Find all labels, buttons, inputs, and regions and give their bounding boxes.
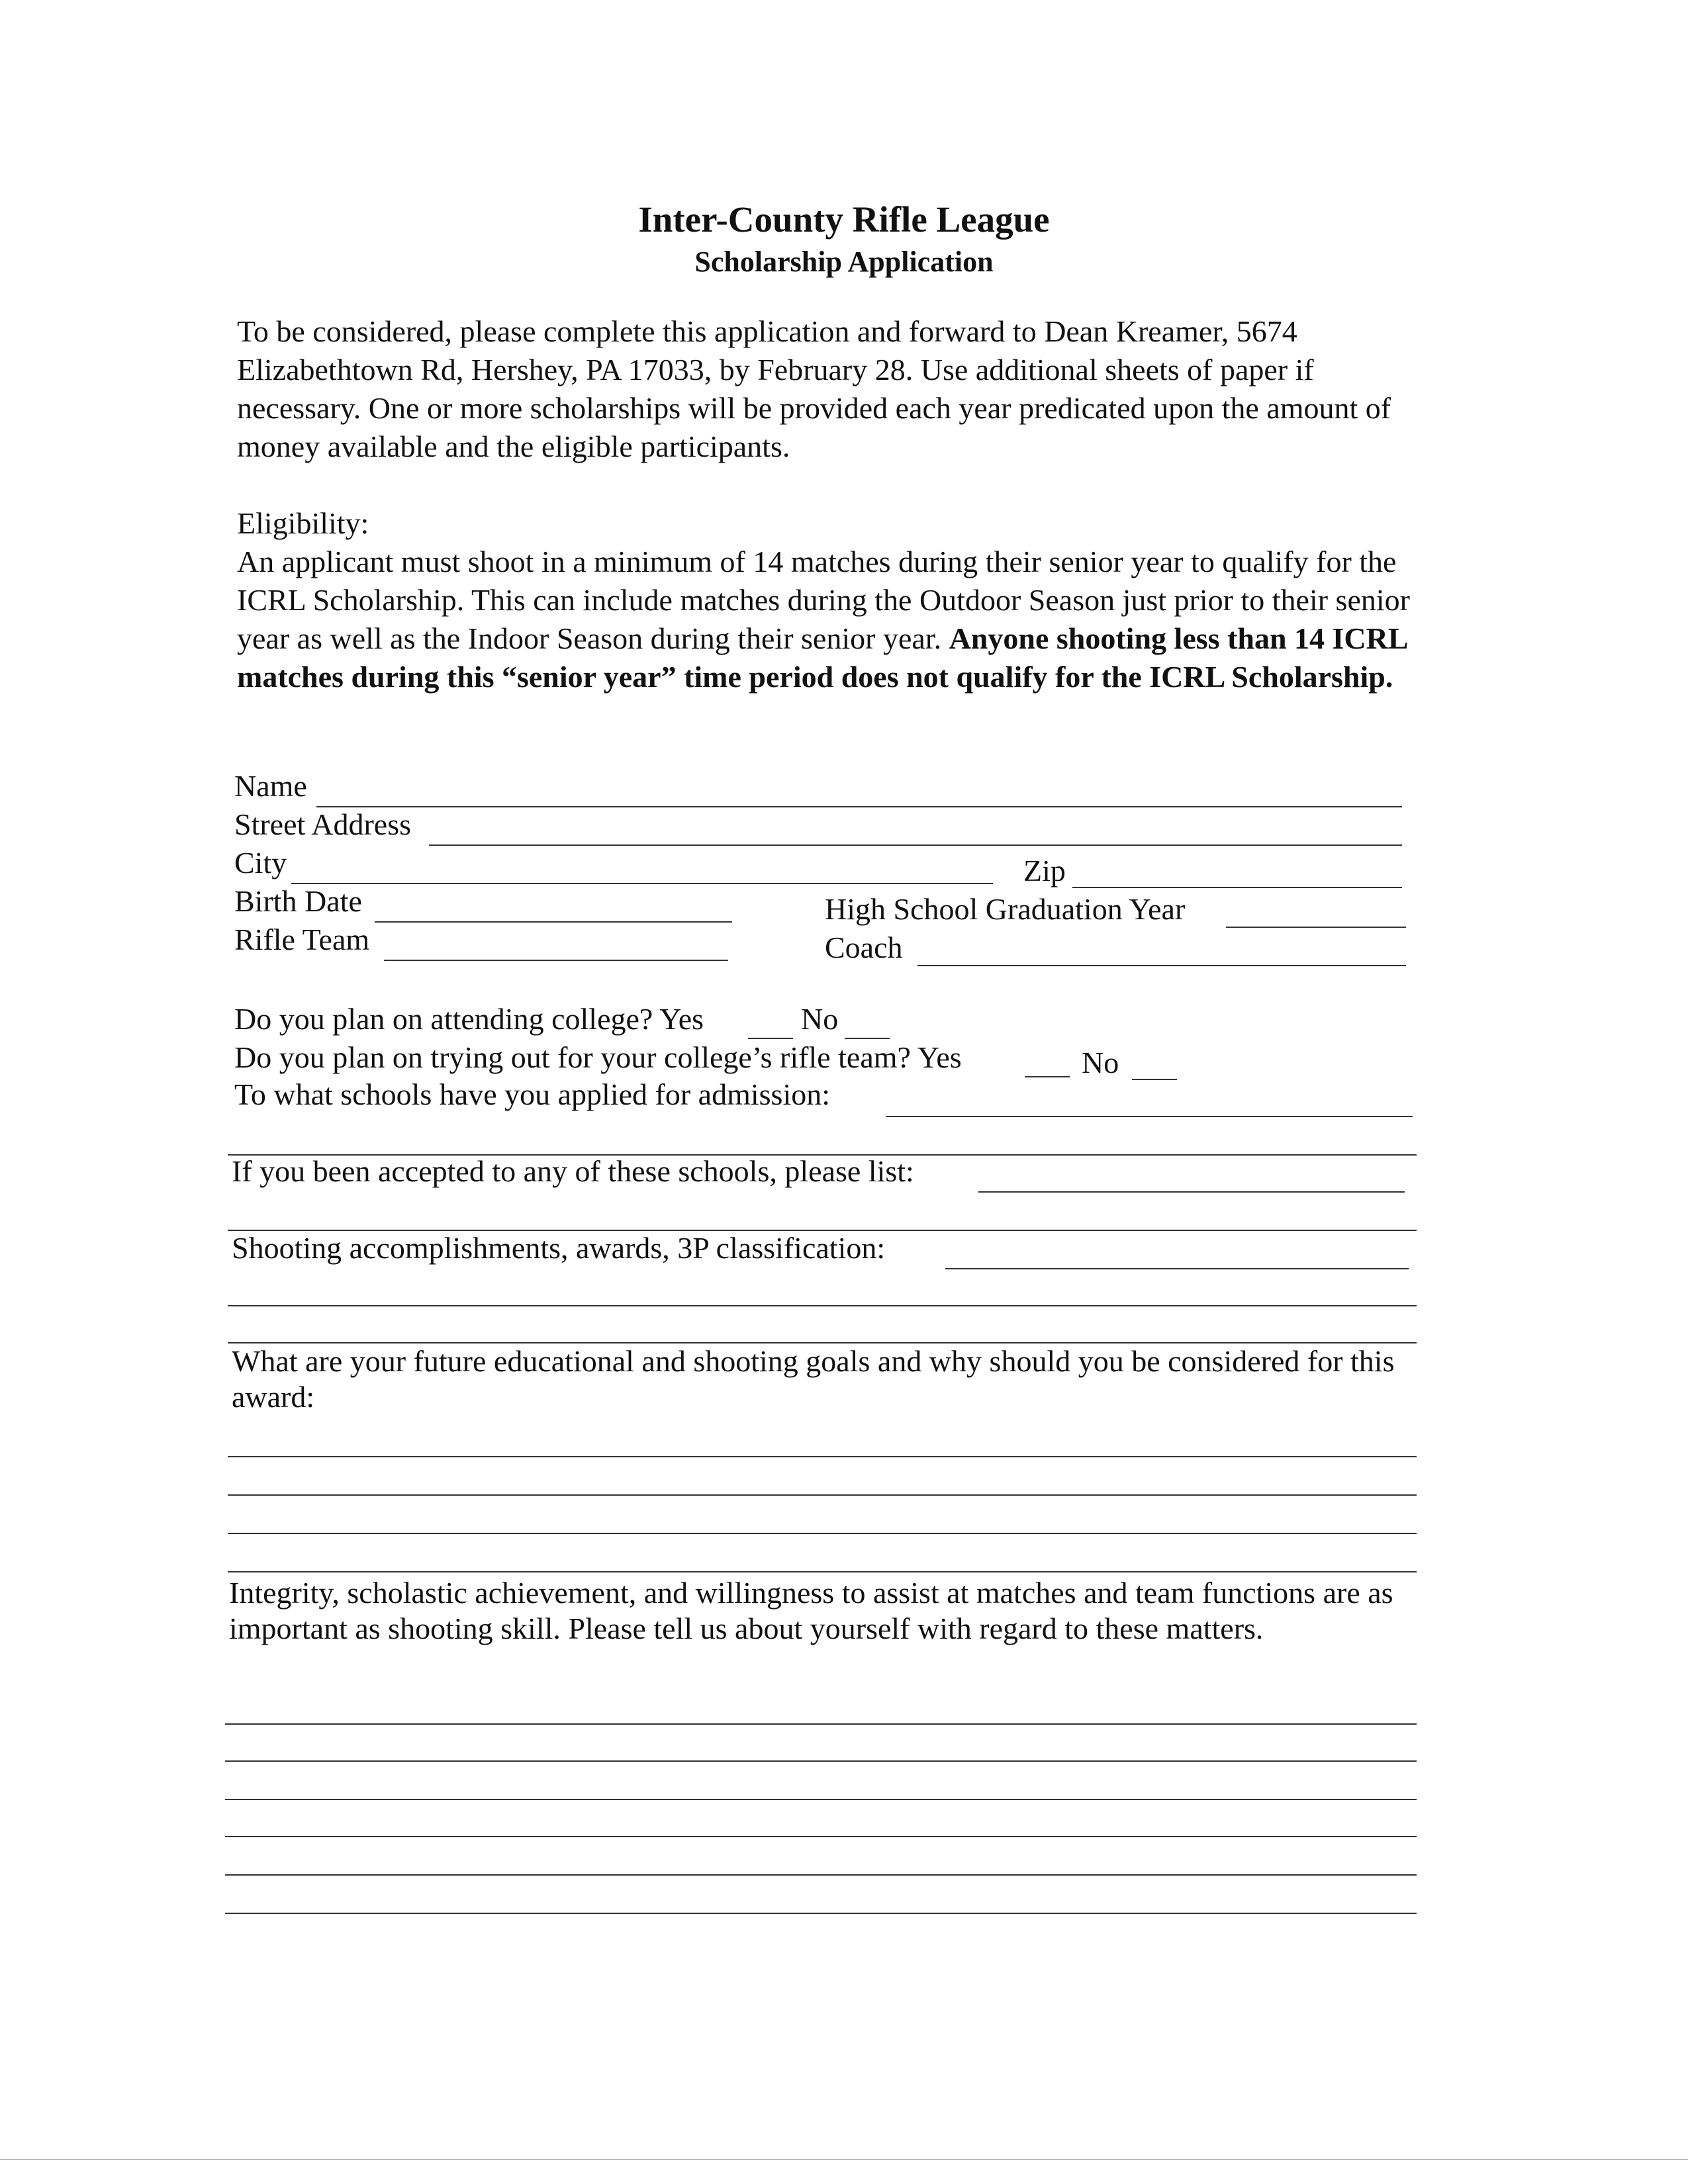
schools-accepted-field[interactable] bbox=[978, 1191, 1405, 1193]
accomplishments-line-1[interactable] bbox=[228, 1305, 1417, 1306]
rifle-team-question: Do you plan on trying out for your college’s rifle team? Yes bbox=[234, 1040, 962, 1074]
zip-label: Zip bbox=[1023, 854, 1066, 887]
street-address-label: Street Address bbox=[234, 807, 412, 841]
rifle-team-label: Rifle Team bbox=[234, 923, 370, 956]
goals-line-1[interactable] bbox=[228, 1456, 1417, 1457]
page-subtitle: Scholarship Application bbox=[694, 246, 994, 278]
accomplishments-question: Shooting accomplishments, awards, 3P classification: bbox=[232, 1231, 886, 1265]
integrity-line-4[interactable] bbox=[225, 1836, 1417, 1837]
zip-field[interactable] bbox=[1072, 887, 1402, 888]
eligibility-text: An applicant must shoot in a minimum of 14 matches during their senior year to qualify for the ICRL Scholarship. This can include matches during the Outdoor Season just prior to their senior year as well as the Indoor Season during their senior year. bbox=[237, 545, 1410, 655]
college-question: Do you plan on attending college? Yes bbox=[234, 1002, 704, 1036]
page-title: Inter-County Rifle League bbox=[638, 199, 1050, 240]
integrity-question: Integrity, scholastic achievement, and willingness to assist at matches and team functions are as important as shooting skill. Please tell us about yourself with regard to these matters. bbox=[229, 1576, 1393, 1645]
goals-line-4[interactable] bbox=[228, 1571, 1417, 1572]
college-no-label: No bbox=[801, 1002, 839, 1036]
name-field[interactable] bbox=[316, 806, 1402, 807]
graduation-year-label: High School Graduation Year bbox=[825, 892, 1186, 926]
rifle-team-field[interactable] bbox=[384, 960, 728, 961]
graduation-year-field[interactable] bbox=[1226, 927, 1406, 928]
goals-line-3[interactable] bbox=[228, 1533, 1417, 1534]
coach-label: Coach bbox=[825, 931, 903, 964]
accomplishments-field[interactable] bbox=[945, 1268, 1409, 1269]
intro-paragraph: To be considered, please complete this application and forward to Dean Kreamer, 5674 Elizabethtown Rd, Hershey, PA 17033, by February 28. Use additional sheets of paper if necessary. One or more scholarships will be provided each year predicated upon the amount of money available and the eligible participants. bbox=[237, 314, 1391, 463]
city-field[interactable] bbox=[291, 883, 993, 884]
rifle-team-no-field[interactable] bbox=[1132, 1079, 1177, 1080]
street-address-field[interactable] bbox=[429, 844, 1402, 846]
integrity-line-3[interactable] bbox=[225, 1799, 1417, 1800]
name-label: Name bbox=[234, 769, 307, 803]
schools-accepted-question: If you been accepted to any of these schools, please list: bbox=[232, 1154, 914, 1188]
integrity-line-1[interactable] bbox=[225, 1723, 1417, 1725]
goals-line-2[interactable] bbox=[228, 1494, 1417, 1496]
rifle-team-no-label: No bbox=[1082, 1046, 1119, 1079]
eligibility-heading: Eligibility: bbox=[237, 506, 369, 540]
integrity-line-6[interactable] bbox=[225, 1913, 1417, 1914]
city-label: City bbox=[234, 846, 287, 880]
integrity-line-2[interactable] bbox=[225, 1760, 1417, 1762]
scan-edge-line bbox=[0, 2159, 1688, 2160]
schools-applied-field[interactable] bbox=[886, 1116, 1413, 1117]
rifle-team-yes-field[interactable] bbox=[1025, 1076, 1070, 1077]
birth-date-label: Birth Date bbox=[234, 884, 362, 918]
eligibility-paragraph bbox=[237, 543, 1442, 696]
schools-applied-question: To what schools have you applied for admission: bbox=[234, 1077, 831, 1111]
eligibility-bold-text: Anyone shooting less than 14 ICRL matches during this “senior year” time period does not qualify for the ICRL Scholarship. bbox=[237, 621, 1407, 694]
goals-question: What are your future educational and shooting goals and why should you be considered for this award: bbox=[232, 1344, 1395, 1414]
coach-field[interactable] bbox=[917, 965, 1406, 966]
integrity-line-5[interactable] bbox=[225, 1874, 1417, 1876]
birth-date-field[interactable] bbox=[375, 921, 732, 923]
